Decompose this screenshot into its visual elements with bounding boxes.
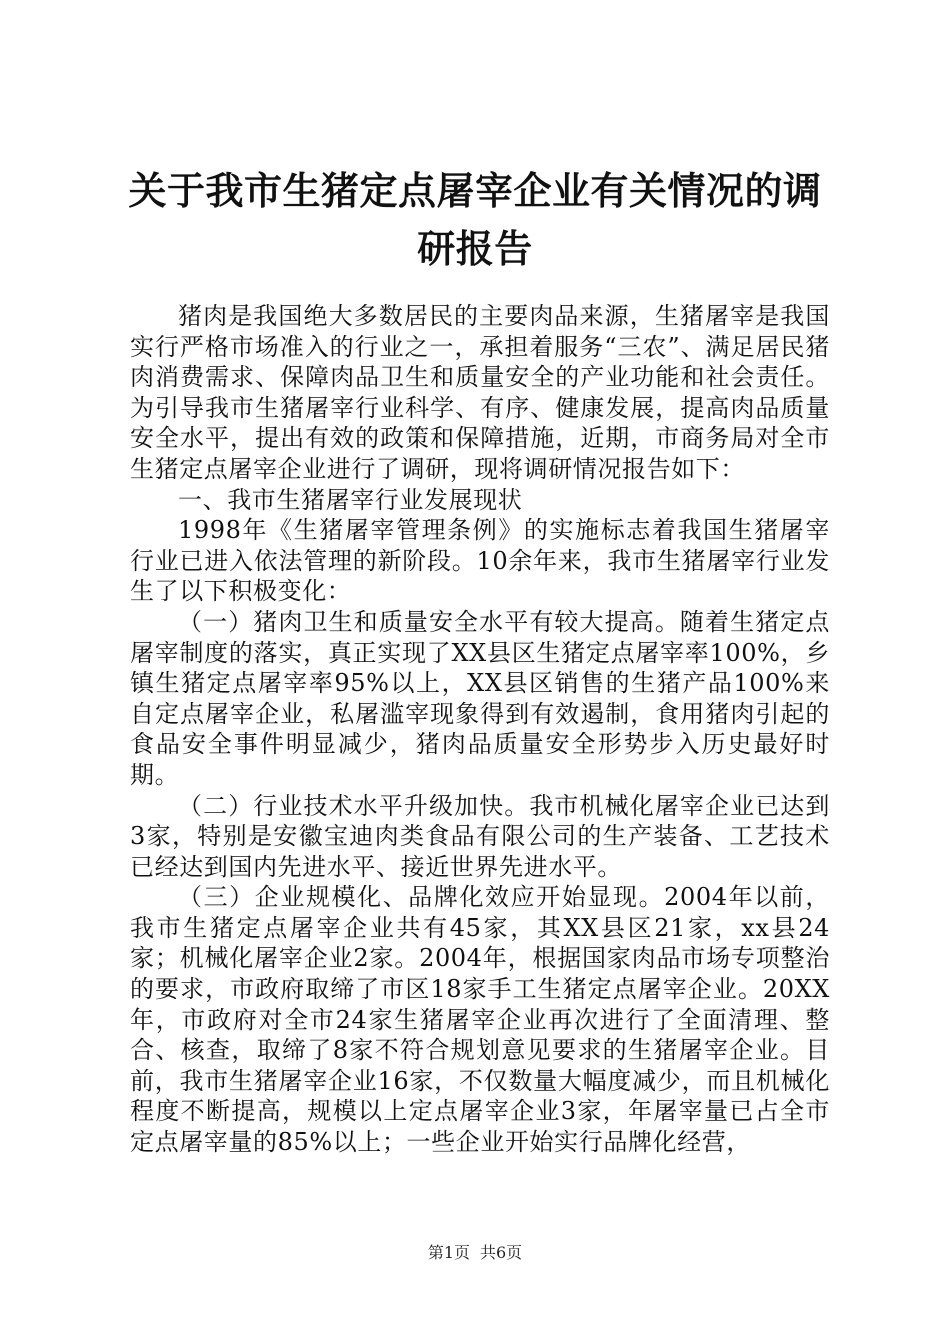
document-body — [130, 301, 830, 1158]
page-total: 共6页 — [480, 1243, 523, 1262]
paragraph-point-2: （二）行业技术水平升级加快。我市机械化屠宰企业已达到3家，特别是安徽宝迪肉类食品有限公司的生产装备、工艺技术已经达到国内先进水平、接近世界先进水平。 — [130, 791, 830, 881]
paragraph-point-1: （一）猪肉卫生和质量安全水平有较大提高。随着生猪定点屠宰制度的落实，真正实现了XX县区生猪定点屠宰率100%，乡镇生猪定点屠宰率95%以上，XX县区销售的生猪产品100%来自定点屠宰企业，私屠滥宰现象得到有效遏制，食用猪肉引起的食品安全事件明显减少，猪肉品质量安全形势步入历史最好时期。 — [130, 607, 830, 789]
page-footer — [0, 1243, 950, 1263]
section-heading: 一、我市生猪屠宰行业发展现状 — [178, 485, 523, 514]
document-title: 关于我市生猪定点屠宰企业有关情况的调研报告 — [128, 169, 822, 271]
paragraph-intro: 猪肉是我国绝大多数居民的主要肉品来源，生猪屠宰是我国实行严格市场准入的行业之一，承担着服务“三农”、满足居民猪肉消费需求、保障肉品卫生和质量安全的产业功能和社会责任。为引导我市生猪屠宰行业科学、有序、健康发展，提高肉品质量安全水平，提出有效的政策和保障措施，近期，市商务局对全市生猪定点屠宰企业进行了调研，现将调研情况报告如下： — [130, 302, 830, 483]
paragraph-overview: 1998年《生猪屠宰管理条例》的实施标志着我国生猪屠宰行业已进入依法管理的新阶段。10余年来，我市生猪屠宰行业发生了以下积极变化： — [130, 516, 830, 606]
page-number: 第1页 — [427, 1243, 470, 1262]
paragraph-point-3: （三）企业规模化、品牌化效应开始显现。2004年以前，我市生猪定点屠宰企业共有45家，其XX县区21家，xx县24家；机械化屠宰企业2家。2004年，根据国家肉品市场专项整治的要求，市政府取缔了市区18家手工生猪定点屠宰企业。20XX年，市政府对全市24家生猪屠宰企业再次进行了全面清理、整合、核查，取缔了8家不符合规划意见要求的生猪屠宰企业。目前，我市生猪屠宰企业16家，不仅数量大幅度减少，而且机械化程度不断提高，规模以上定点屠宰企业3家，年屠宰量已占全市定点屠宰量的85%以上；一些企业开始实行品牌化经营， — [130, 883, 830, 1157]
